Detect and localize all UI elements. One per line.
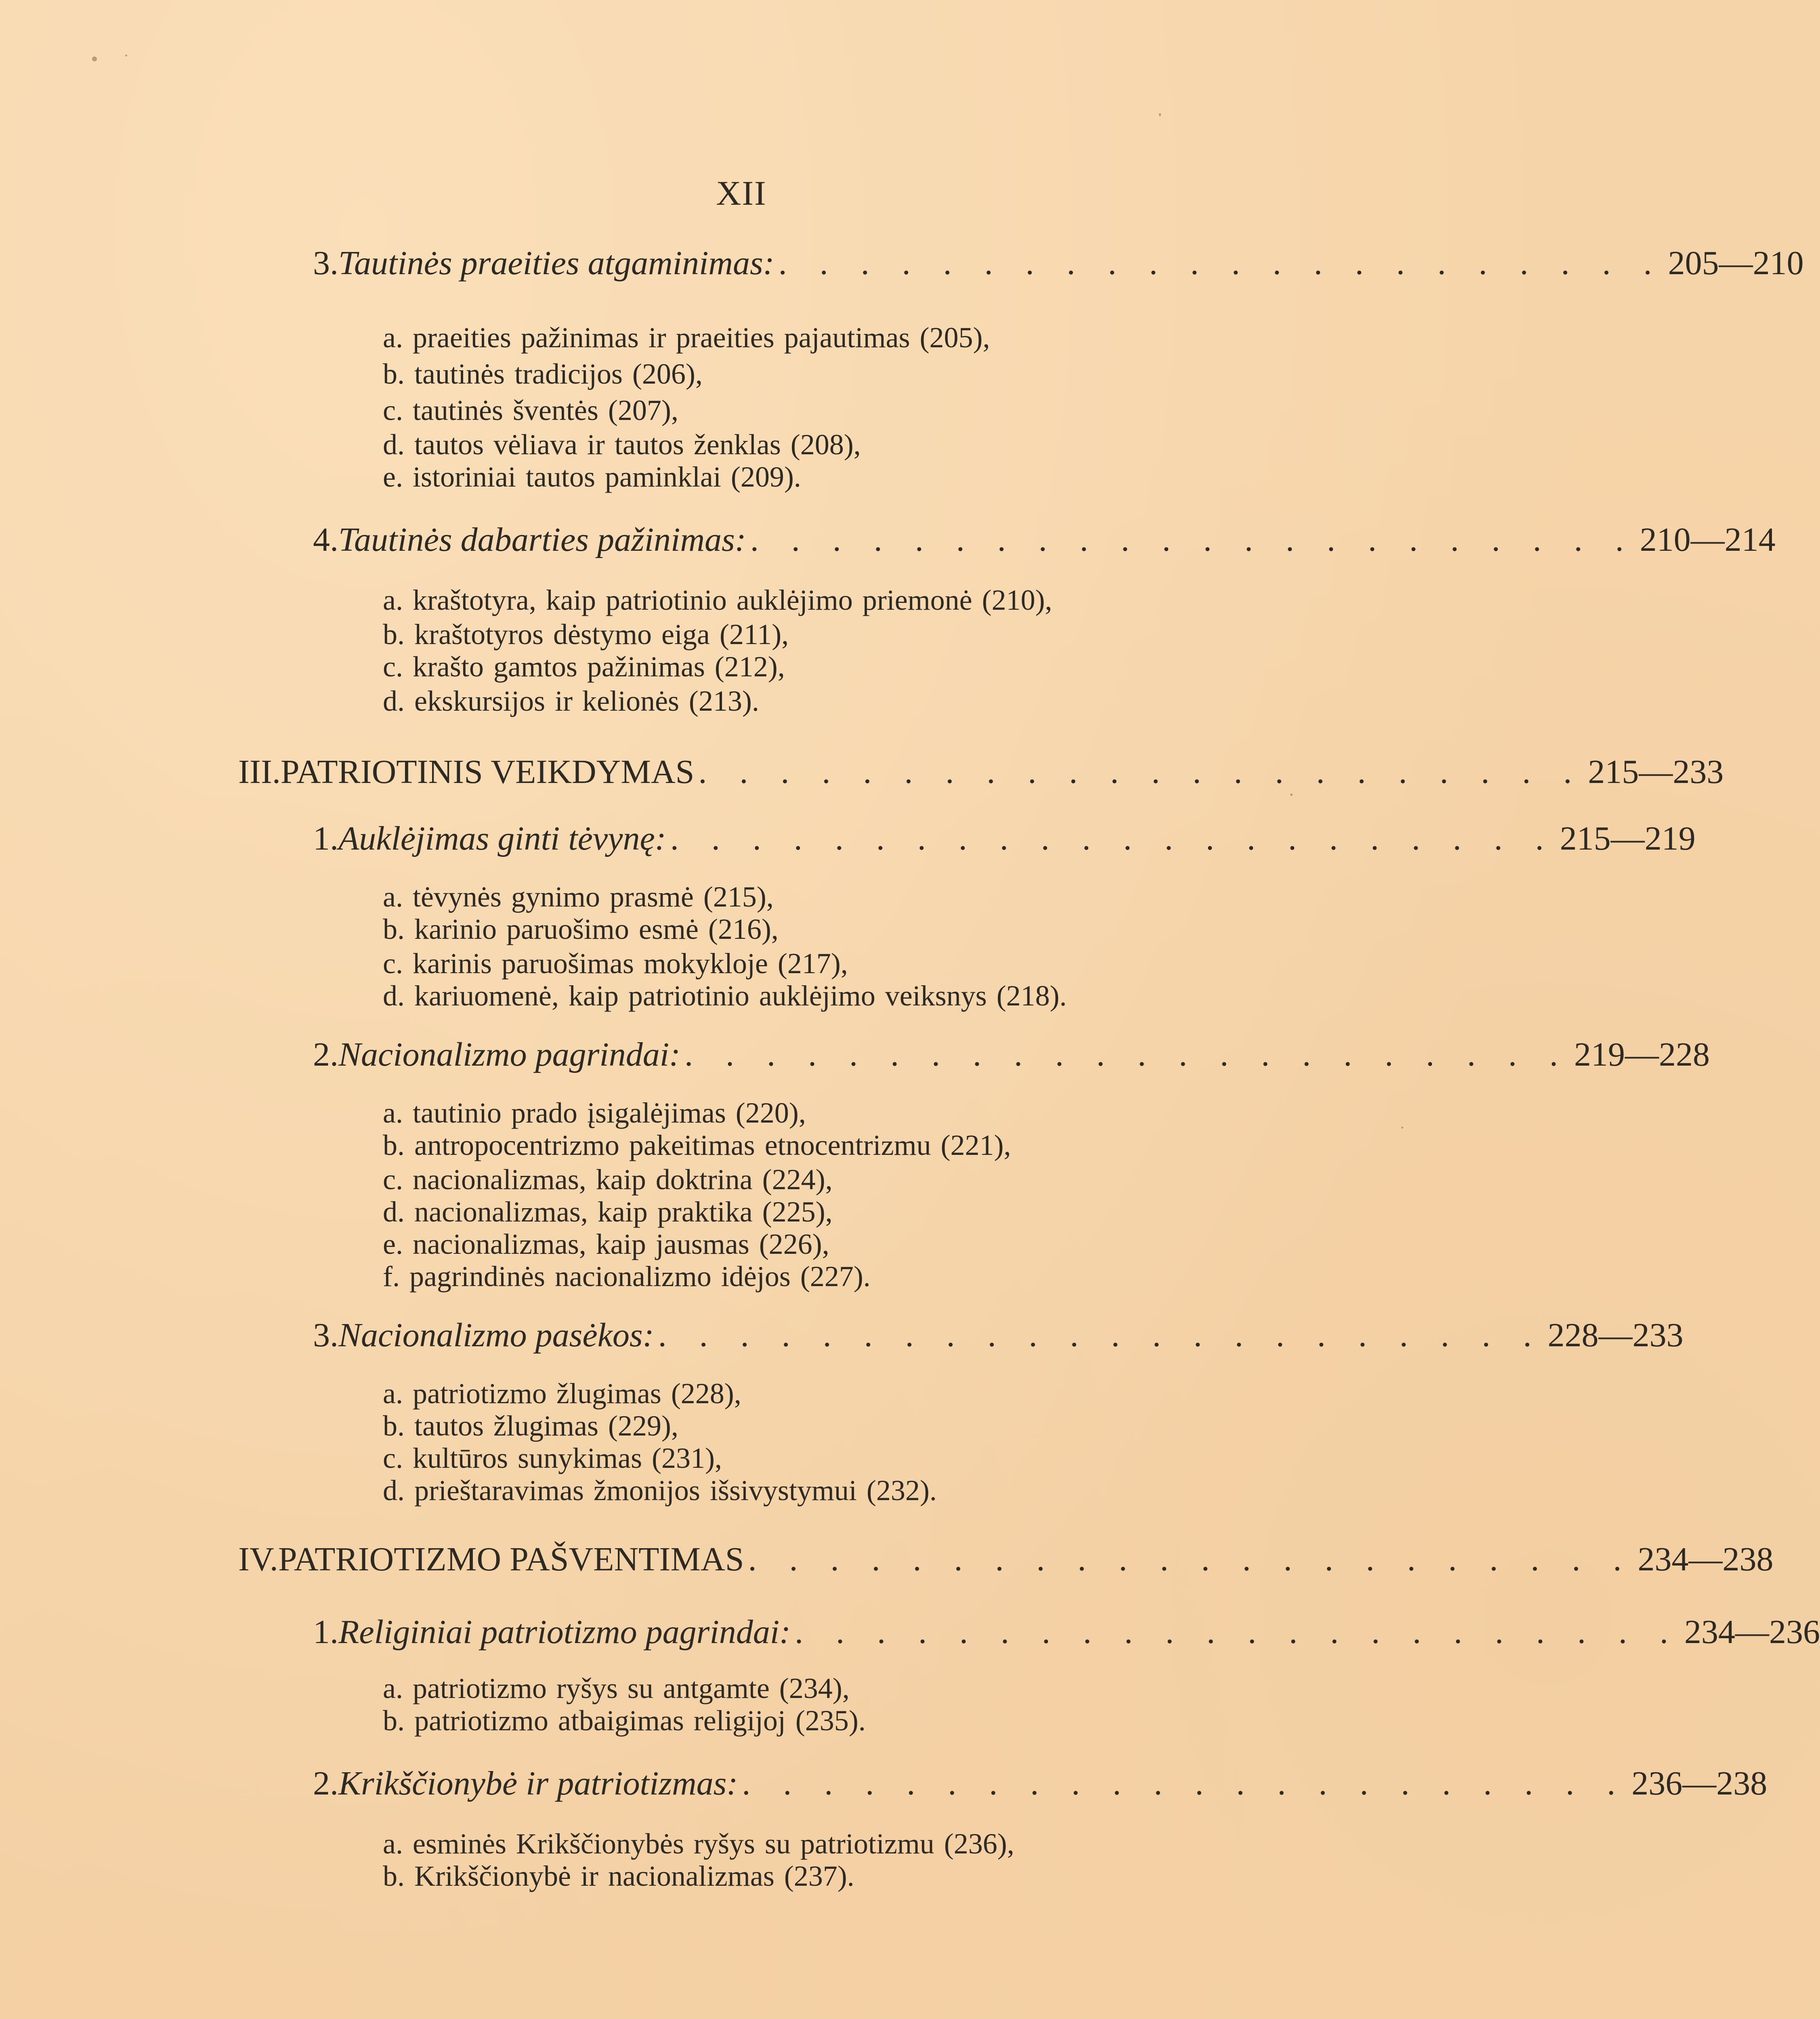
- part-title: PATRIOTIZMO PAŠVENTIMAS: [278, 1540, 744, 1578]
- dot-leader: . . . . . . . . . . . . . . . . . . . . . .: [778, 244, 1664, 282]
- entry-title: Tautinės praeities atgaminimas:: [338, 244, 775, 282]
- toc-subitem: b. patriotizmo atbaigimas religijoj (235).: [383, 1704, 866, 1737]
- toc-subitem: d. tautos vėliava ir tautos ženklas (208),: [383, 428, 861, 461]
- toc-subitem: a. kraštotyra, kaip patriotinio auklėjimo priemonė (210),: [383, 584, 1052, 616]
- toc-subitem: a. tautinio prado įsigalėjimas (220),: [383, 1097, 806, 1129]
- toc-subitem: e. nacionalizmas, kaip jausmas (226),: [383, 1228, 829, 1260]
- entry-title: Nacionalizmo pagrindai:: [338, 1036, 681, 1073]
- toc-subitem: c. nacionalizmas, kaip doktrina (224),: [383, 1163, 833, 1196]
- toc-part-iv: [238, 1540, 1774, 1578]
- entry-number: 2.: [313, 1765, 338, 1802]
- toc-subitem: b. kraštotyros dėstymo eiga (211),: [383, 618, 789, 651]
- toc-subitem: d. prieštaravimas žmonijos išsivystymui (232).: [383, 1474, 937, 1507]
- paper-speck: [1159, 113, 1161, 116]
- entry-number: 2.: [313, 1036, 338, 1073]
- dot-leader: . . . . . . . . . . . . . . . . . . . . . .: [748, 1540, 1634, 1578]
- dot-leader: . . . . . . . . . . . . . . . . . . . . . .: [684, 1036, 1570, 1073]
- dot-leader: . . . . . . . . . . . . . . . . . . . . . .: [658, 1316, 1544, 1354]
- toc-entry-tautines-dabarties: [313, 521, 1776, 558]
- toc-entry-nacionalizmo-pagrindai: [313, 1036, 1710, 1073]
- toc-subitem: c. krašto gamtos pažinimas (212),: [383, 651, 785, 683]
- part-title: PATRIOTINIS VEIKDYMAS: [280, 753, 695, 791]
- paper-speck: [1290, 793, 1293, 796]
- toc-entry-religiniai-pagrindai: [313, 1613, 1820, 1651]
- page-range: 234—236: [1684, 1613, 1820, 1651]
- page-range: 234—238: [1637, 1540, 1774, 1578]
- entry-number: 4.: [313, 521, 338, 558]
- dot-leader: . . . . . . . . . . . . . . . . . . . . . .: [698, 753, 1584, 791]
- toc-subitem: c. karinis paruošimas mokykloje (217),: [383, 947, 848, 980]
- toc-entry-tautines-praeities: [313, 244, 1804, 282]
- paper-speck: [1401, 1127, 1403, 1129]
- toc-subitem: b. antropocentrizmo pakeitimas etnocentrizmu (221),: [383, 1129, 1011, 1161]
- page-number: XII: [716, 174, 767, 212]
- entry-number: 3.: [313, 244, 338, 282]
- page-range: 215—233: [1588, 753, 1724, 791]
- toc-subitem: c. tautinės šventės (207),: [383, 394, 678, 426]
- entry-number: 1.: [313, 1613, 338, 1651]
- toc-subitem: d. nacionalizmas, kaip praktika (225),: [383, 1196, 833, 1228]
- toc-subitem: f. pagrindinės nacionalizmo idėjos (227).: [383, 1260, 871, 1293]
- toc-part-iii: [238, 753, 1724, 791]
- toc-entry-nacionalizmo-pasekos: [313, 1316, 1684, 1354]
- entry-title: Krikščionybė ir patriotizmas:: [338, 1765, 738, 1802]
- toc-subitem: a. tėvynės gynimo prasmė (215),: [383, 881, 774, 913]
- dot-leader: . . . . . . . . . . . . . . . . . . . . . .: [795, 1613, 1681, 1651]
- dot-leader: . . . . . . . . . . . . . . . . . . . . . .: [670, 820, 1556, 857]
- entry-title: Nacionalizmo pasėkos:: [338, 1316, 654, 1354]
- toc-subitem: b. tautos žlugimas (229),: [383, 1410, 678, 1442]
- toc-entry-auklejimas-ginti: [313, 820, 1696, 857]
- entry-number: 1.: [313, 820, 338, 857]
- page-range: 219—228: [1574, 1036, 1710, 1073]
- toc-subitem: d. ekskursijos ir kelionės (213).: [383, 685, 759, 717]
- dot-leader: . . . . . . . . . . . . . . . . . . . . . .: [742, 1765, 1628, 1802]
- page-range: 215—219: [1560, 820, 1696, 857]
- toc-subitem: b. Krikščionybė ir nacionalizmas (237).: [383, 1860, 854, 1892]
- entry-number: 3.: [313, 1316, 338, 1354]
- toc-subitem: c. kultūros sunykimas (231),: [383, 1442, 722, 1474]
- toc-subitem: e. istoriniai tautos paminklai (209).: [383, 461, 801, 493]
- entry-title: Religiniai patriotizmo pagrindai:: [338, 1613, 791, 1651]
- part-number: IV.: [238, 1540, 278, 1578]
- page-range: 228—233: [1547, 1316, 1684, 1354]
- toc-entry-krikscionybe: [313, 1765, 1768, 1802]
- page-range: 205—210: [1668, 244, 1804, 282]
- toc-subitem: b. karinio paruošimo esmė (216),: [383, 913, 779, 945]
- page-range: 236—238: [1631, 1765, 1768, 1802]
- dot-leader: . . . . . . . . . . . . . . . . . . . . . .: [750, 521, 1636, 558]
- toc-subitem: a. esminės Krikščionybės ryšys su patriotizmu (236),: [383, 1828, 1014, 1860]
- toc-subitem: a. praeities pažinimas ir praeities pajautimas (205),: [383, 321, 990, 354]
- page-range: 210—214: [1639, 521, 1776, 558]
- part-number: III.: [238, 753, 281, 791]
- toc-subitem: a. patriotizmo žlugimas (228),: [383, 1377, 741, 1410]
- entry-title: Tautinės dabarties pažinimas:: [338, 521, 746, 558]
- toc-subitem: a. patriotizmo ryšys su antgamte (234),: [383, 1672, 850, 1704]
- paper-speck: [92, 57, 97, 61]
- toc-subitem: d. kariuomenė, kaip patriotinio auklėjimo veiksnys (218).: [383, 980, 1067, 1012]
- paper-speck: [125, 55, 127, 57]
- entry-title: Auklėjimas ginti tėvynę:: [338, 820, 666, 857]
- toc-subitem: b. tautinės tradicijos (206),: [383, 358, 703, 390]
